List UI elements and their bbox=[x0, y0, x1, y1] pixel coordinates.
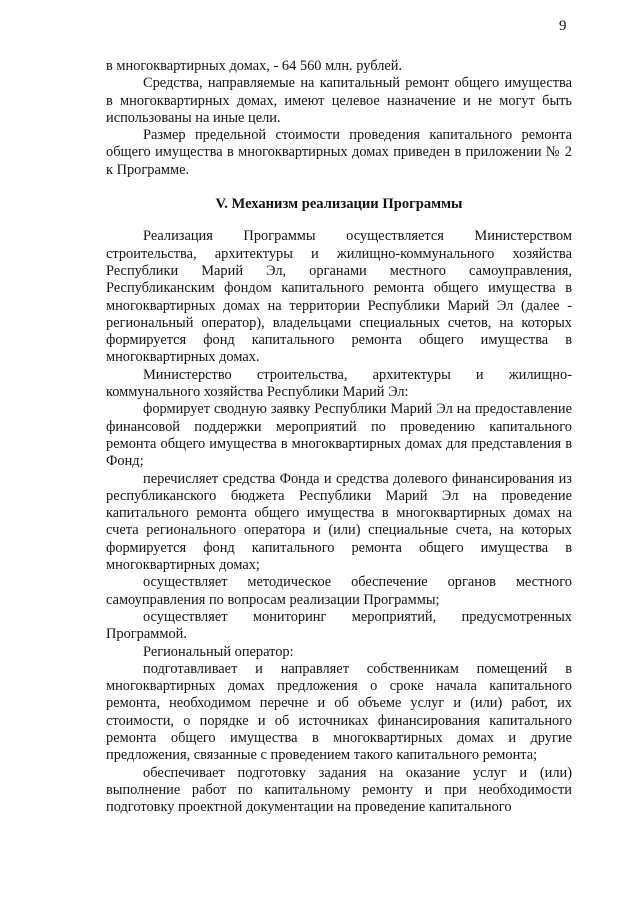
paragraph-ministry-forms-request: формирует сводную заявку Республики Марий Эл на предоставление финансовой поддержки мероприятий по проведению капитального ремонта общего имущества в многоквартирных домах для представления в Фонд; bbox=[106, 401, 572, 470]
paragraph-ministry-transfers-funds: перечисляет средства Фонда и средства долевого финансирования из республиканского бюджета Республики Марий Эл на проведение капитального ремонта общего имущества в многоквартирных домах на счета регионального оператора и (или) специальные счета, на которых формируется фонд капитального ремонта общего имущества в многоквартирных домах; bbox=[106, 470, 572, 574]
paragraph-continuation: в многоквартирных домах, - 64 560 млн. рублей. bbox=[106, 58, 403, 74]
paragraph-operator-ensures-task: обеспечивает подготовку задания на оказание услуг и (или) выполнение работ по капитальному ремонту и при необходимости подготовку проектной документации на проведение капитального bbox=[106, 764, 572, 816]
document-body bbox=[106, 58, 572, 816]
section-title: V. Механизм реализации Программы bbox=[215, 196, 463, 213]
paragraph-ministry-methodical-support: осуществляет методическое обеспечение органов местного самоуправления по вопросам реализации Программы; bbox=[106, 574, 572, 608]
paragraph-implementation: Реализация Программы осуществляется Министерством строительства, архитектуры и жилищно-коммунального хозяйства Республики Марий Эл, органами местного самоуправления, Республиканским фондом капитального ремонта общего имущества в многоквартирных домах на территории Республики Марий Эл (далее - региональный оператор), владельцами специальных счетов, на которых формируется фонд капитального ремонта общего имущества в многоквартирных домах. bbox=[106, 228, 572, 366]
paragraph-ministry-monitoring: осуществляет мониторинг мероприятий, предусмотренных Программой. bbox=[106, 608, 572, 643]
paragraph-target-funds: Средства, направляемые на капитальный ремонт общего имущества в многоквартирных домах, имеют целевое назначение и не могут быть использованы на иные цели. bbox=[106, 75, 572, 126]
paragraph-operator-prepares-proposals: подготавливает и направляет собственникам помещений в многоквартирных домах предложения о сроке начала капитального ремонта, необходимом перечне и об объеме услуг и (или) работ, их стоимости, о порядке и об источниках финансирования капитального ремонта общего имущества в многоквартирных домах и другие предложения, связанные с проведением такого капитального ремонта; bbox=[106, 660, 572, 764]
paragraph-ministry: Министерство строительства, архитектуры и жилищно-коммунального хозяйства Республики Марий Эл: bbox=[106, 366, 572, 401]
paragraph-regional-operator: Региональный оператор: bbox=[143, 643, 294, 660]
page-number: 9 bbox=[559, 18, 567, 34]
paragraph-max-cost: Размер предельной стоимости проведения капитального ремонта общего имущества в многоквартирных домах приведен в приложении № 2 к Программе. bbox=[106, 127, 572, 178]
